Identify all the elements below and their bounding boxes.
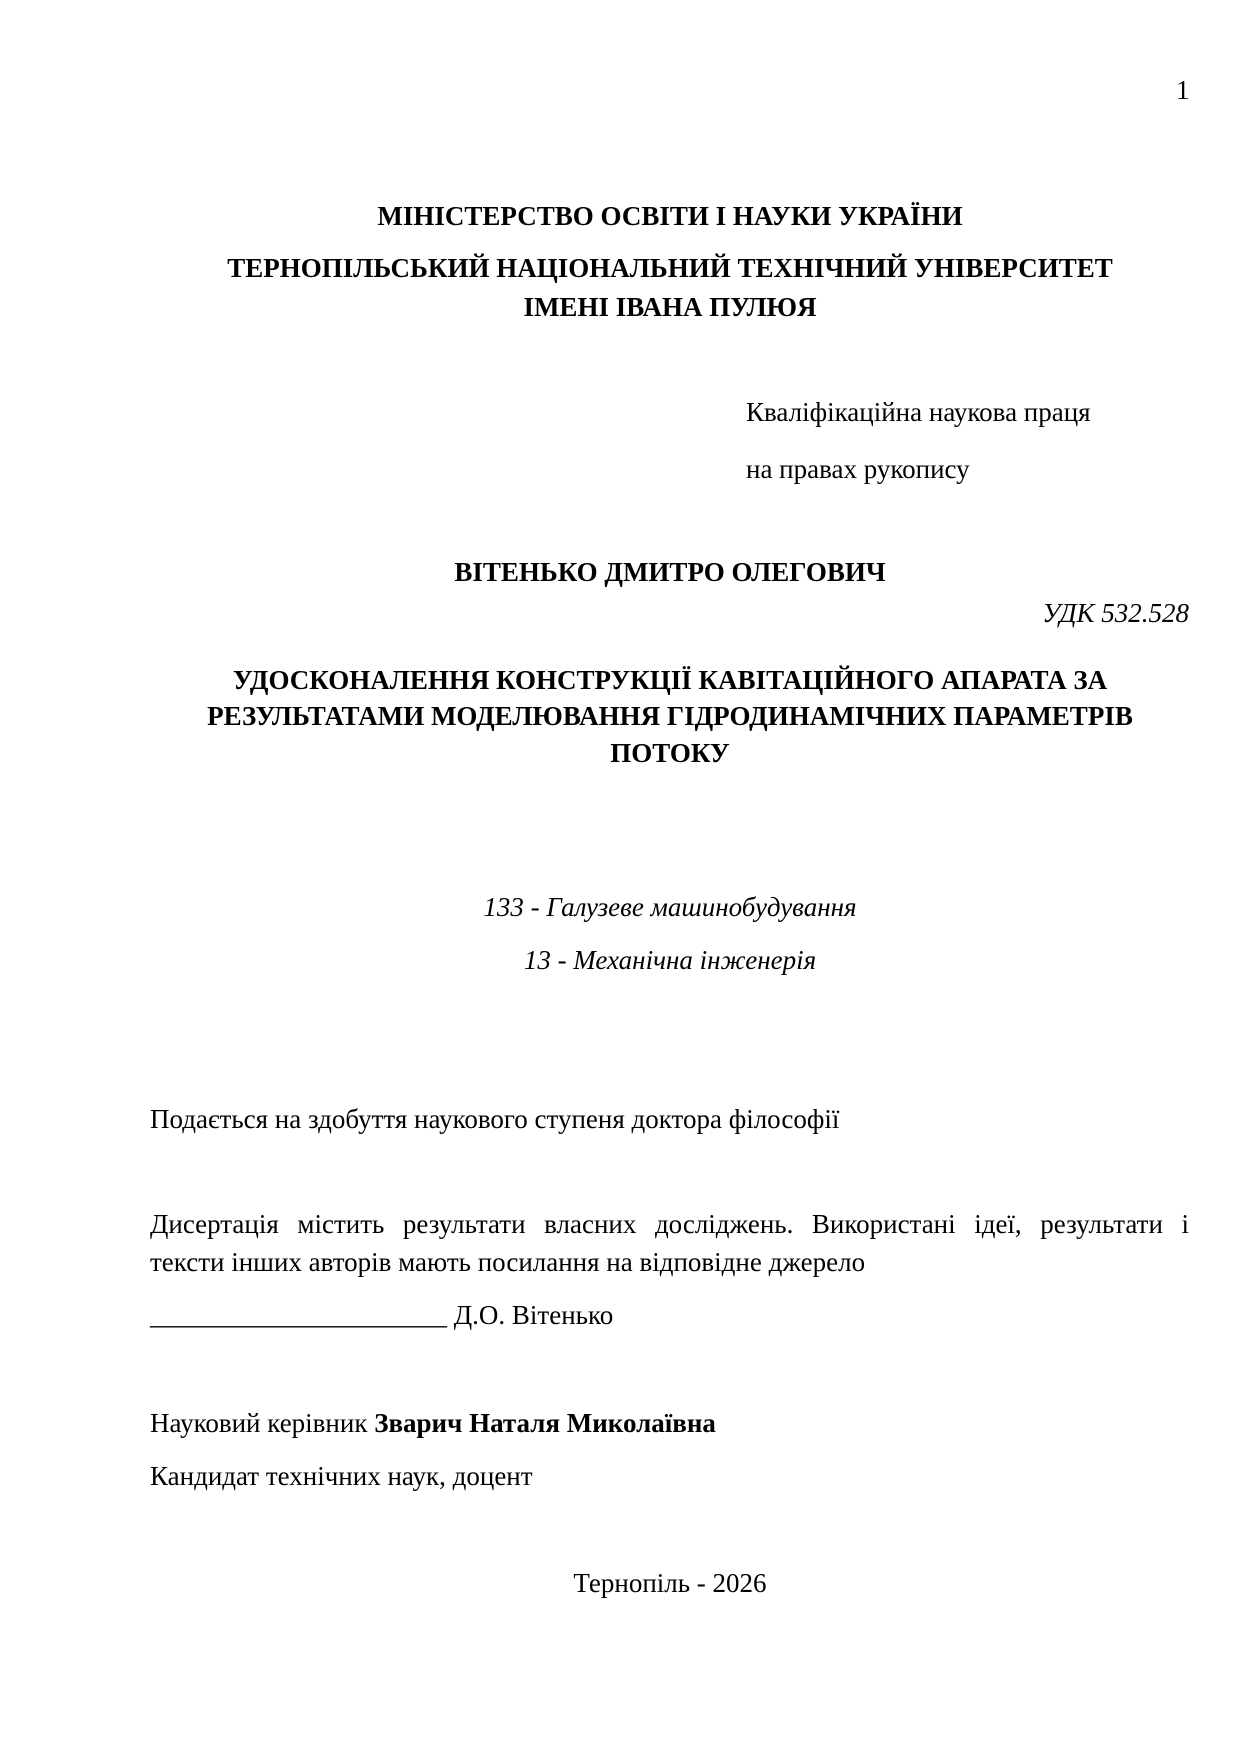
thesis-title-line3: ПОТОКУ [610, 738, 730, 768]
page-number: 1 [1176, 75, 1190, 105]
signature-block [150, 1298, 613, 1332]
degree-statement: Подається на здобуття наукового ступеня доктора філософії [150, 1104, 840, 1134]
signature-line: ______________________ [150, 1300, 447, 1330]
supervisor-label: Науковий керівник [150, 1408, 368, 1438]
status-line1: Кваліфікаційна наукова праця [746, 397, 1091, 427]
declaration-line2: тексти інших авторів мають посилання на відповідне джерело [150, 1247, 866, 1277]
university-heading-line2: ІМЕНІ ІВАНА ПУЛЮЯ [523, 292, 817, 322]
specialty: 133 - Галузеве машинобудування [483, 892, 857, 922]
supervisor-line [150, 1406, 716, 1440]
signature-name: Д.О. Вітенько [453, 1300, 614, 1330]
ministry-heading: МІНІСТЕРСТВО ОСВІТИ І НАУКИ УКРАЇНИ [377, 201, 963, 231]
field-of-knowledge: 13 - Механічна інженерія [523, 945, 817, 975]
declaration-line1: Дисертація містить результати власних досліджень. Використані ідеї, результати і [150, 1209, 1189, 1239]
thesis-title-line2: РЕЗУЛЬТАТАМИ МОДЕЛЮВАННЯ ГІДРОДИНАМІЧНИХ ПАРАМЕТРІВ [207, 701, 1133, 731]
udc-code: УДК 532.528 [1042, 598, 1189, 628]
supervisor-title: Кандидат технічних наук, доцент [150, 1461, 533, 1491]
supervisor-name: Зварич Наталя Миколаївна [374, 1408, 716, 1438]
author-name: ВІТЕНЬКО ДМИТРО ОЛЕГОВИЧ [454, 557, 886, 587]
place-year: Тернопіль - 2026 [573, 1568, 767, 1598]
thesis-title-line1: УДОСКОНАЛЕННЯ КОНСТРУКЦІЇ КАВІТАЦІЙНОГО АПАРАТА ЗА [232, 665, 1108, 695]
status-line2: на правах рукопису [746, 454, 970, 484]
university-heading-line1: ТЕРНОПІЛЬСЬКИЙ НАЦІОНАЛЬНИЙ ТЕХНІЧНИЙ УНІВЕРСИТЕТ [227, 253, 1113, 283]
